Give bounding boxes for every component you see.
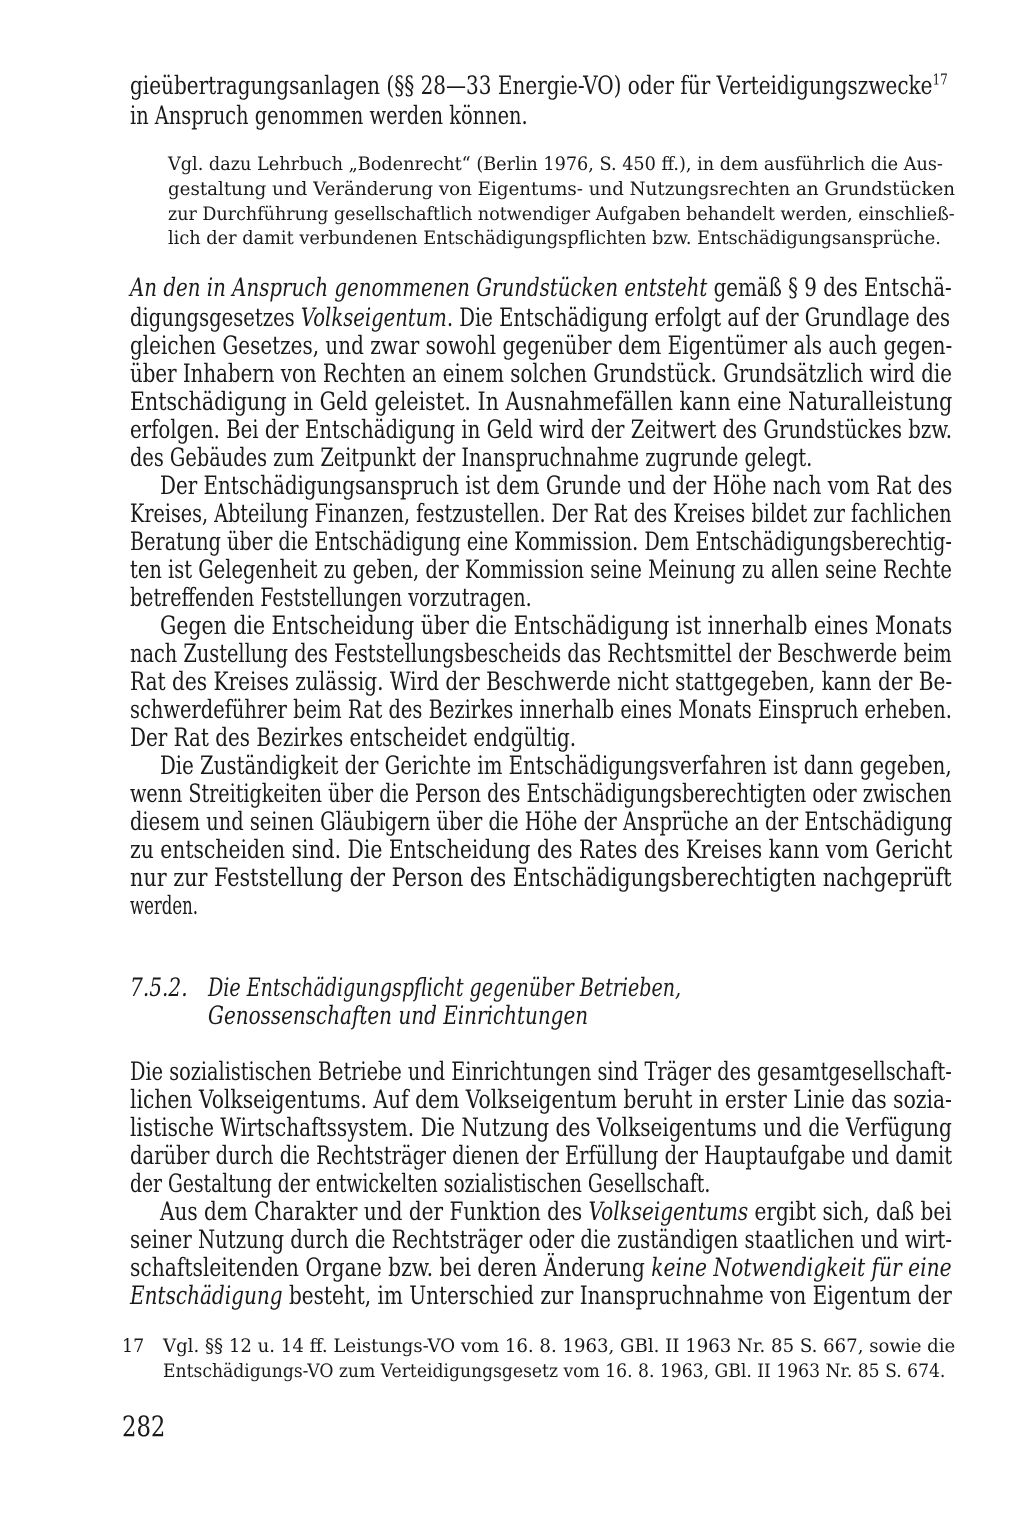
body-line: Aus dem Charakter und der Funktion des Volkseigentums ergibt sich, daß bei: [160, 1197, 952, 1226]
note-line: Vgl. dazu Lehrbuch „Bodenrecht“ (Berlin 1976, S. 450 ff.), in dem ausführlich die Aus-: [168, 153, 943, 175]
body-line: darüber durch die Rechtsträger dienen der Erfüllung der Hauptaufgabe und damit: [130, 1141, 953, 1170]
body-line: zu entscheiden sind. Die Entscheidung des Rates des Kreises kann vom Gericht: [130, 835, 953, 864]
body-line: schwerdeführer beim Rat des Bezirkes innerhalb eines Monats Einspruch erheben.: [130, 695, 952, 724]
body-line: Rat des Kreises zulässig. Wird der Beschwerde nicht stattgegeben, kann der Be-: [130, 667, 953, 696]
note-line: lich der damit verbundenen Entschädigungspflichten bzw. Entschädigungsansprüche.: [168, 227, 941, 249]
body-line: An den in Anspruch genommenen Grundstücken entsteht gemäß § 9 des Entschä-: [130, 273, 952, 302]
body-line: ten ist Gelegenheit zu geben, der Kommission seine Meinung zu allen seine Rechte: [130, 555, 952, 584]
body-line: lichen Volkseigentums. Auf dem Volkseigentum beruht in erster Linie das sozia-: [130, 1085, 952, 1114]
body-line: Der Entschädigungsanspruch ist dem Grunde und der Höhe nach vom Rat des: [160, 471, 953, 500]
body-line: seiner Nutzung durch die Rechtsträger oder die zuständigen staatlichen und wirt-: [130, 1225, 952, 1254]
section-number: 7.5.2.: [130, 973, 188, 1002]
body-line: Gegen die Entscheidung über die Entschädigung ist innerhalb eines Monats: [160, 611, 953, 640]
note-line: gestaltung und Veränderung von Eigentums- und Nutzungsrechten an Grundstücken: [168, 178, 956, 200]
body-line: Kreises, Abteilung Finanzen, festzustellen. Der Rat des Kreises bildet zur fachlichen: [130, 499, 952, 528]
body-line: Die Zuständigkeit der Gerichte im Entschädigungsverfahren ist dann gegeben,: [160, 751, 952, 780]
footnote-line: Vgl. §§ 12 u. 14 ff. Leistungs-VO vom 16. 8. 1963, GBl. II 1963 Nr. 85 S. 667, sowie die: [163, 1335, 956, 1357]
body-line: über Inhabern von Rechten an einem solchen Grundstück. Grundsätzlich wird die: [130, 359, 952, 388]
body-line: Entschädigung in Geld geleistet. In Ausnahmefällen kann eine Naturalleistung: [130, 387, 953, 416]
body-line: Der Rat des Bezirkes entscheidet endgültig.: [130, 723, 577, 752]
note-line: zur Durchführung gesellschaftlich notwendiger Aufgaben behandelt werden, einschließ-: [168, 203, 955, 225]
body-line: betreffenden Feststellungen vorzutragen.: [130, 583, 532, 612]
body-line: nach Zustellung des Feststellungsbescheids das Rechtsmittel der Beschwerde beim: [130, 639, 952, 668]
body-line: des Gebäudes zum Zeitpunkt der Inanspruchnahme zugrunde gelegt.: [130, 443, 813, 472]
body-line: werden.: [130, 891, 198, 920]
body-line: der Gestaltung der entwickelten sozialistischen Gesellschaft.: [130, 1169, 711, 1198]
body-line: diesem und seinen Gläubigern über die Höhe der Ansprüche an der Entschädigung: [130, 807, 953, 836]
body-line: schaftsleitenden Organe bzw. bei deren Änderung keine Notwendigkeit für eine: [130, 1253, 952, 1282]
body-line: Die sozialistischen Betriebe und Einrichtungen sind Träger des gesamtgesellschaft-: [130, 1057, 952, 1086]
body-line: gieübertragungsanlagen (§§ 28—33 Energie-VO) oder für Verteidigungszwecke$^{17}$: [130, 70, 948, 100]
body-line: gleichen Gesetzes, und zwar sowohl gegenüber dem Eigentümer als auch gegen-: [130, 331, 953, 360]
section-title: Genossenschaften und Einrichtungen: [208, 1001, 589, 1030]
page-number: 282: [122, 1410, 166, 1443]
footnote-ref: 17: [932, 70, 948, 89]
body-line: listische Wirtschaftssystem. Die Nutzung des Volkseigentums und die Verfügung: [130, 1113, 952, 1142]
section-title: Die Entschädigungspflicht gegenüber Betrieben,: [208, 973, 682, 1002]
body-line: Beratung über die Entschädigung eine Kommission. Dem Entschädigungsberechtig-: [130, 527, 952, 556]
body-line: nur zur Feststellung der Person des Entschädigungsberechtigten nachgeprüft: [130, 863, 952, 892]
body-line: wenn Streitigkeiten über die Person des Entschädigungsberechtigten oder zwischen: [130, 779, 952, 808]
body-line: erfolgen. Bei der Entschädigung in Geld wird der Zeitwert des Grundstückes bzw.: [130, 415, 953, 444]
footnote-line: Entschädigungs-VO zum Verteidigungsgesetz vom 16. 8. 1963, GBl. II 1963 Nr. 85 S. 674.: [163, 1360, 946, 1382]
body-line: digungsgesetzes Volkseigentum. Die Entschädigung erfolgt auf der Grundlage des: [130, 303, 950, 332]
body-line: in Anspruch genommen werden können.: [130, 101, 528, 130]
footnote-number: 17: [122, 1335, 145, 1357]
body-line: Entschädigung besteht, im Unterschied zur Inanspruchnahme von Eigentum der: [130, 1281, 952, 1310]
